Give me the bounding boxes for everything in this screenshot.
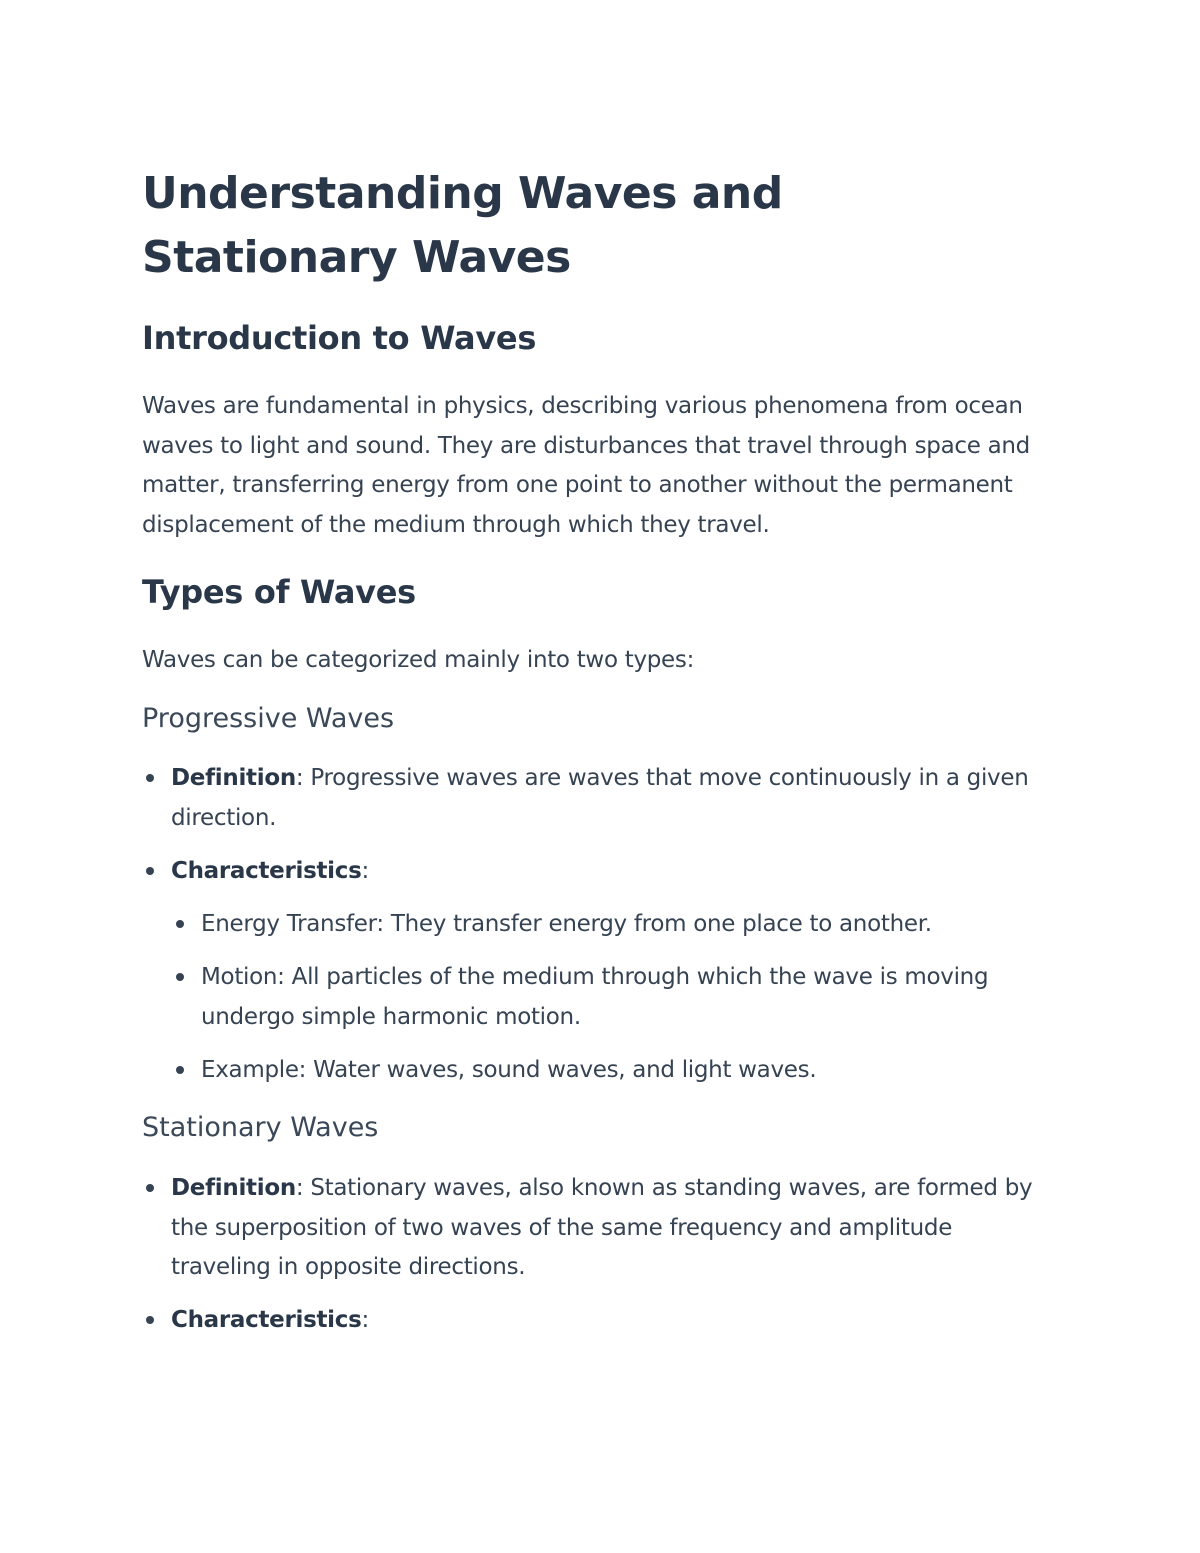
intro-heading: Introduction to Waves xyxy=(142,319,537,357)
bullet-dot xyxy=(176,920,184,928)
characteristic-text: Energy Transfer: They transfer energy from one place to another. xyxy=(201,911,932,937)
definition-text: : Progressive waves are waves that move continuously in a given direction. xyxy=(171,765,1029,831)
types-paragraph: Waves can be categorized mainly into two types: xyxy=(142,647,695,673)
bullet-dot xyxy=(146,1184,154,1192)
definition-text: : Stationary waves, also known as standing waves, are formed by the superposition of two waves of the same frequency and amplitude traveling in opposite directions. xyxy=(171,1175,1033,1280)
bullet-dot xyxy=(146,774,154,782)
characteristic-item xyxy=(201,958,1063,1037)
characteristics-colon: : xyxy=(361,858,369,884)
characteristic-item xyxy=(201,905,1061,945)
bullet-dot xyxy=(146,1316,154,1324)
characteristic-text: Motion: All particles of the medium through which the wave is moving undergo simple harmonic motion. xyxy=(201,964,989,1030)
definition-label: Definition xyxy=(171,1175,296,1201)
types-heading: Types of Waves xyxy=(142,573,416,611)
progressive-heading: Progressive Waves xyxy=(142,703,395,734)
characteristic-item xyxy=(201,1051,1061,1091)
document-title: Understanding Waves and Stationary Waves xyxy=(142,168,783,283)
stationary-characteristics-item xyxy=(171,1301,1051,1341)
definition-label: Definition xyxy=(171,765,296,791)
stationary-definition-item xyxy=(171,1169,1046,1288)
characteristic-text: Example: Water waves, sound waves, and light waves. xyxy=(201,1057,817,1083)
stationary-heading: Stationary Waves xyxy=(142,1112,379,1143)
progressive-definition-item xyxy=(171,759,1051,838)
bullet-dot xyxy=(176,973,184,981)
progressive-characteristics-item xyxy=(171,852,1051,892)
bullet-dot xyxy=(146,867,154,875)
characteristics-label: Characteristics xyxy=(171,1307,362,1333)
intro-paragraph: Waves are fundamental in physics, describing various phenomena from ocean waves to light and sound. They are disturbances that travel through space and matter, transferring energy from one point to another without the permanent displacement of the medium through which they travel. xyxy=(142,393,1030,538)
characteristics-colon: : xyxy=(361,1307,369,1333)
bullet-dot xyxy=(176,1066,184,1074)
characteristics-label: Characteristics xyxy=(171,858,362,884)
